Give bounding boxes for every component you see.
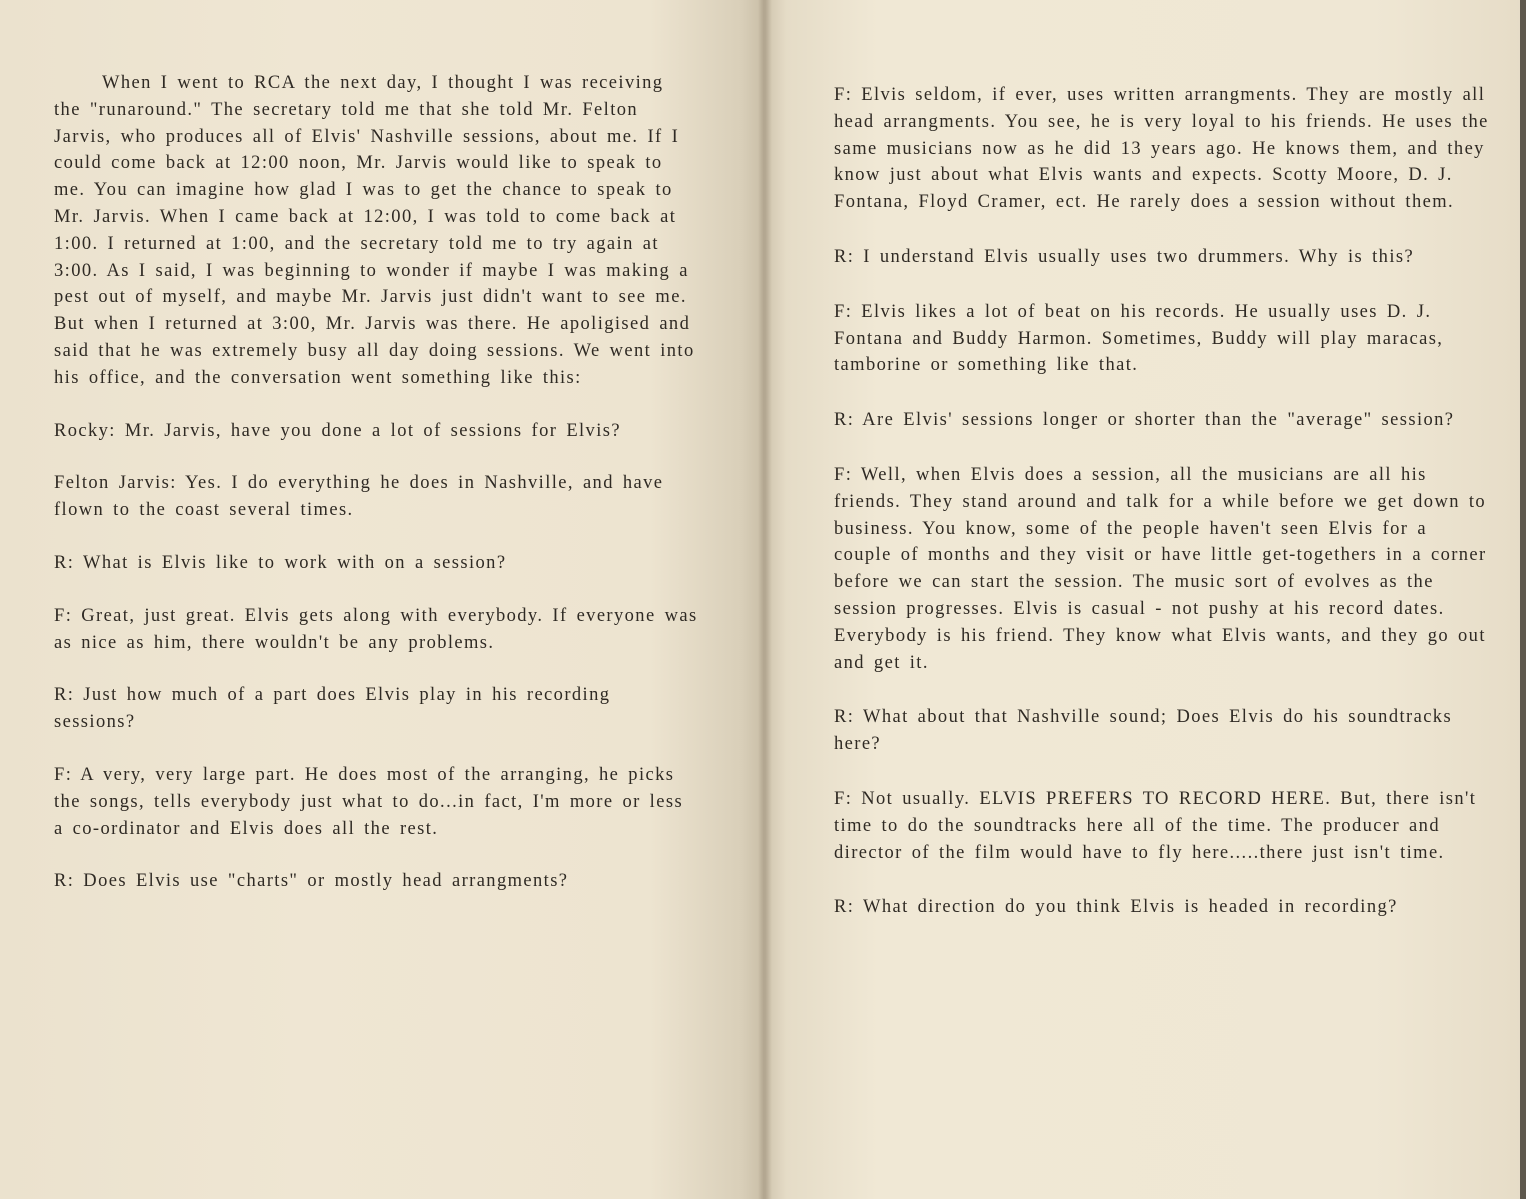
question-paragraph: R: What is Elvis like to work with on a session? [54, 552, 507, 573]
answer-paragraph: F: Well, when Elvis does a session, all the musicians are all his friends. They stand around and talk for a while before we get down to business. You know, some of the people haven't seen Elvis for a couple of months and they visit or have little get-togethers in a corner before we can start the session. The music sort of evolves as the session progresses. Elvis is casual - not pushy at his record dates. Everybody is his friend. They know what Elvis wants, and they go out and get it. [834, 464, 1487, 673]
question-paragraph: R: Does Elvis use "charts" or mostly head arrangments? [54, 871, 569, 892]
answer-paragraph: F: Elvis likes a lot of beat on his records. He usually uses D. J. Fontana and Buddy Harmon. Sometimes, Buddy will play maracas, tamborine or something like that. [834, 301, 1444, 376]
answer-paragraph: F: Great, just great. Elvis gets along with everybody. If everyone was as nice as him, there wouldn't be any problems. [54, 605, 698, 653]
answer-paragraph: F: Not usually. ELVIS PREFERS TO RECORD HERE. But, there isn't time to do the soundtracks here all of the time. The producer and director of the film would have to fly here.....there just isn't time. [834, 788, 1477, 863]
question-paragraph: R: What direction do you think Elvis is headed in recording? [834, 897, 1398, 918]
page-edge [1520, 0, 1526, 1199]
question-paragraph: R: Are Elvis' sessions longer or shorter than the "average" session? [834, 410, 1455, 431]
answer-paragraph: Felton Jarvis: Yes. I do everything he does in Nashville, and have flown to the coast several times. [54, 473, 664, 521]
page-gutter [758, 0, 772, 1199]
question-paragraph: R: What about that Nashville sound; Does Elvis do his soundtracks here? [834, 707, 1453, 755]
question-paragraph: R: Just how much of a part does Elvis play in his recording sessions? [54, 685, 611, 733]
right-page-text [834, 82, 1490, 921]
question-paragraph: R: I understand Elvis usually uses two drummers. Why is this? [834, 246, 1415, 267]
answer-paragraph: F: Elvis seldom, if ever, uses written arrangments. They are mostly all head arrangments. You see, he is very loyal to his friends. He uses the same musicians now as he did 13 years ago. He knows them, and they know just about what Elvis wants and expects. Scotty Moore, D. J. Fontana, Floyd Cramer, ect. He rarely does a session without them. [834, 85, 1489, 213]
left-page-text [54, 70, 698, 895]
right-page [764, 0, 1526, 1199]
intro-paragraph: When I went to RCA the next day, I thought I was receiving the "runaround." The secretary told me that she told Mr. Felton Jarvis, who produces all of Elvis' Nashville sessions, about me. If I could come back at 12:00 noon, Mr. Jarvis would like to speak to me. You can imagine how glad I was to get the chance to speak to Mr. Jarvis. When I came back at 12:00, I was told to come back at 1:00. I returned at 1:00, and the secretary told me to try again at 3:00. As I said, I was beginning to wonder if maybe I was making a pest out of myself, and maybe Mr. Jarvis just didn't want to see me. But when I returned at 3:00, Mr. Jarvis was there. He apoligised and said that he was extremely busy all day doing sessions. We went into his office, and the conversation went something like this: [54, 73, 695, 388]
question-paragraph: Rocky: Mr. Jarvis, have you done a lot of sessions for Elvis? [54, 420, 621, 441]
answer-paragraph: F: A very, very large part. He does most of the arranging, he picks the songs, tells everybody just what to do...in fact, I'm more or less a co-ordinator and Elvis does all the rest. [54, 764, 684, 839]
